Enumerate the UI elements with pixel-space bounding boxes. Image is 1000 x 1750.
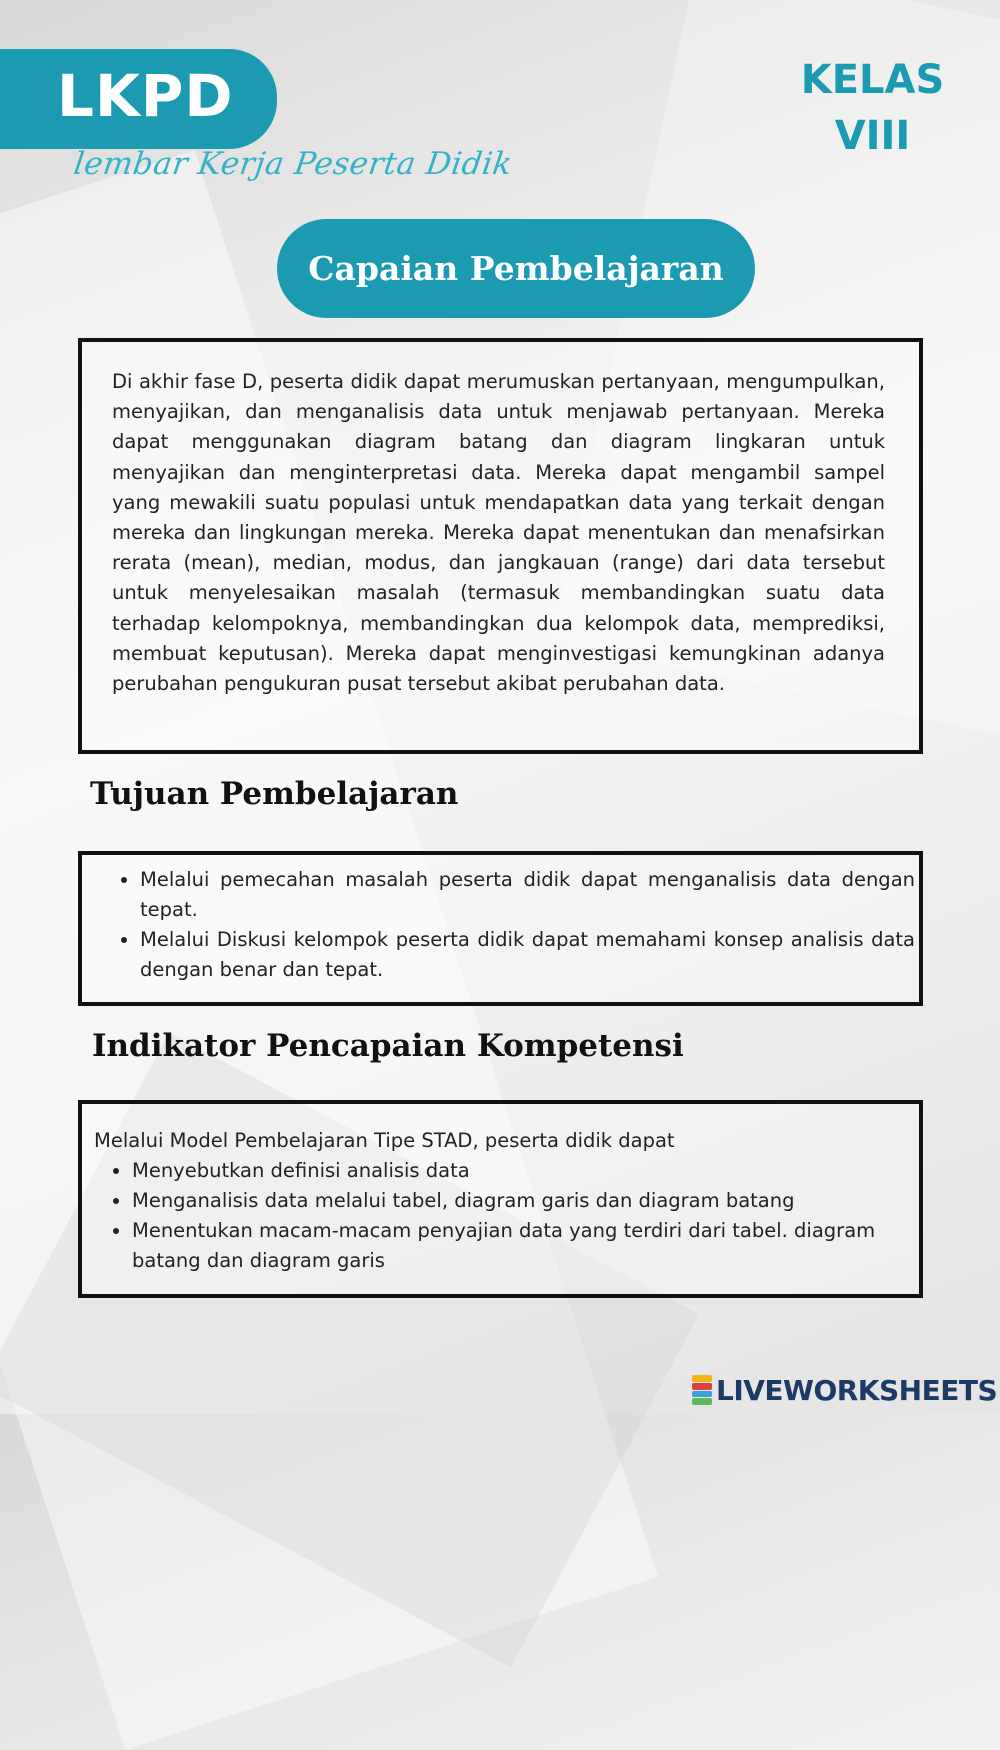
tujuan-box [78, 851, 923, 1006]
capaian-title: Capaian Pembelajaran [277, 219, 755, 318]
logo-block [692, 1383, 712, 1390]
lkpd-title: LKPD [57, 62, 234, 130]
list-item: • Menganalisis data melalui tabel, diagram garis dan diagram batang [132, 1186, 940, 1216]
indikator-box [78, 1100, 923, 1298]
tujuan-title: Tujuan Pembelajaran [90, 776, 459, 812]
liveworksheets-logo[interactable] [692, 1374, 997, 1406]
brand-name: LIVEWORKSHEETS [716, 1373, 998, 1407]
kelas-label [790, 52, 955, 164]
indikator-list [94, 1156, 940, 1276]
kelas-line2: VIII [834, 113, 911, 159]
list-item: • Melalui Diskusi kelompok peserta didik dapat memahami konsep analisis data dengan benar dan tepat. [140, 925, 915, 985]
capaian-text: Di akhir fase D, peserta didik dapat merumuskan pertanyaan, mengumpulkan, menyajikan, dan menganalisis data untuk menjawab pertanyaan. Mereka dapat menggunakan diagram batang dan diagram lingkaran untuk menyajikan dan menginterpretasi data. Mereka dapat mengambil sampel yang mewakili suatu populasi untuk mendapatkan data yang terkait dengan mereka dan lingkungan mereka. Mereka dapat menentukan dan menafsirkan rerata (mean), median, modus, dan jangkauan (range) dari data tersebut untuk menyelesaikan masalah (termasuk membandingkan suatu data terhadap kelompoknya, membandingkan dua kelompok data, memprediksi, membuat keputusan). Mereka dapat menginvestigasi kemungkinan adanya perubahan pengukuran pusat tersebut akibat perubahan data. [112, 370, 885, 696]
logo-block [692, 1375, 712, 1382]
kelas-line1: KELAS [800, 57, 945, 103]
logo-block [692, 1391, 712, 1398]
list-item: • Menentukan macam-macam penyajian data yang terdiri dari tabel. diagram batang dan diagram garis [132, 1216, 940, 1276]
tujuan-list [102, 865, 915, 985]
logo-block [692, 1398, 712, 1405]
capaian-box [78, 338, 923, 754]
list-item: • Melalui pemecahan masalah peserta didik dapat menganalisis data dengan tepat. [140, 865, 915, 925]
indikator-lead: Melalui Model Pembelajaran Tipe STAD, peserta didik dapat [94, 1129, 675, 1152]
lkpd-subtitle: lembar Kerja Peserta Didik [71, 146, 515, 182]
list-item: • Menyebutkan definisi analisis data [132, 1156, 940, 1186]
indikator-title: Indikator Pencapaian Kompetensi [92, 1028, 684, 1064]
liveworksheets-icon [692, 1375, 712, 1405]
